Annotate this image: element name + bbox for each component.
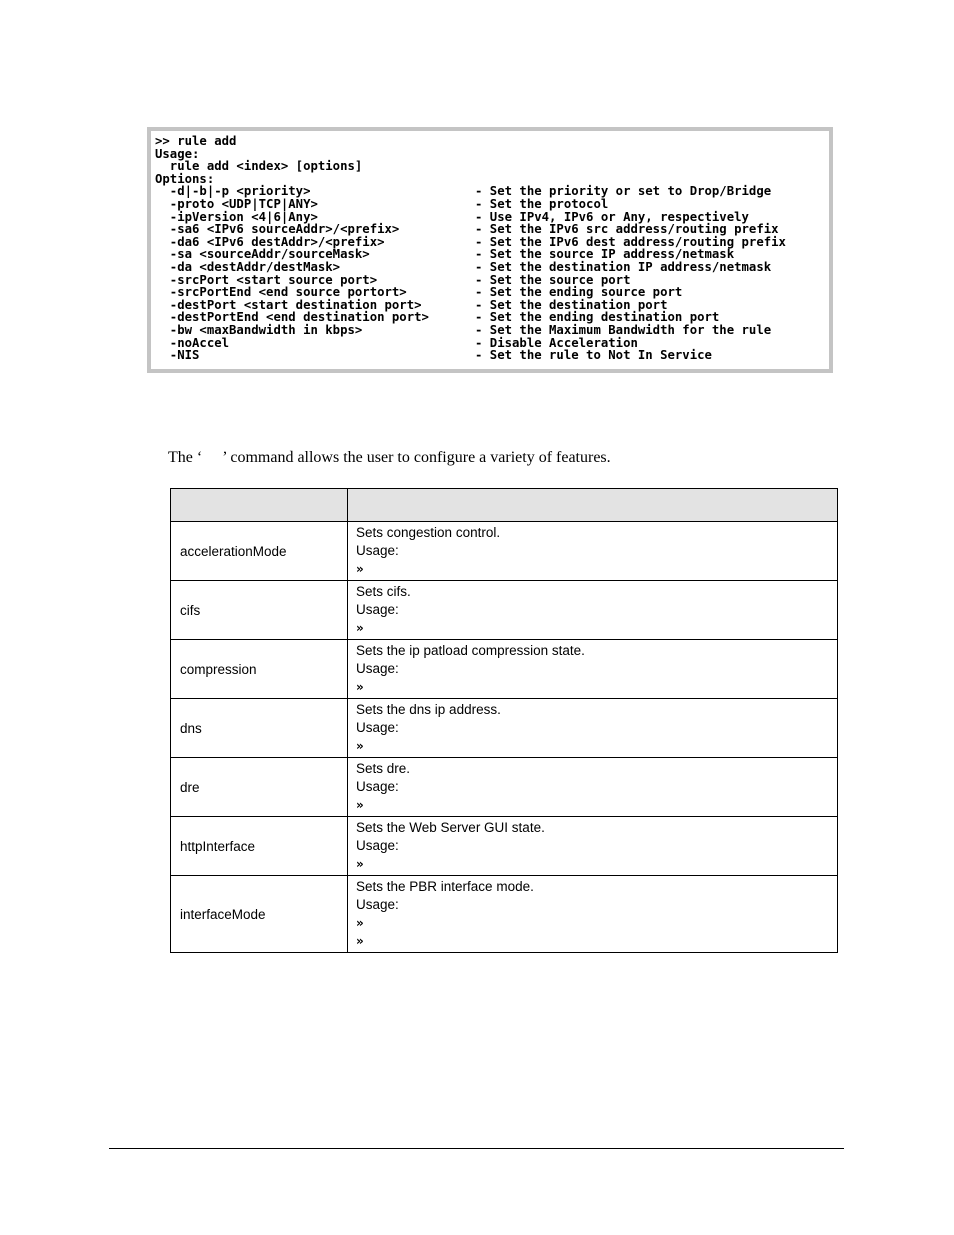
command-description-cell xyxy=(348,522,838,581)
table-row xyxy=(171,699,838,758)
terminal-option: -NIS xyxy=(155,348,200,363)
terminal-option-description: - Set the protocol xyxy=(475,196,609,211)
terminal-option-description: - Set the source port xyxy=(475,272,631,287)
terminal-option-description: - Set the IPv6 src address/routing prefix xyxy=(475,222,779,237)
terminal-option: >> rule add xyxy=(155,134,237,148)
terminal-option: -sa <sourceAddr/sourceMask> xyxy=(155,247,370,262)
terminal-option: -da6 <IPv6 destAddr>/<prefix> xyxy=(155,234,385,249)
terminal-option-description: - Set the priority or set to Drop/Bridge xyxy=(475,184,772,199)
command-description-cell xyxy=(348,758,838,817)
terminal-option-description: - Set the Maximum Bandwidth for the rule xyxy=(475,322,772,337)
terminal-option-description: - Use IPv4, IPv6 or Any, respectively xyxy=(475,209,749,224)
table-header-description xyxy=(348,489,838,522)
terminal-option-description: - Set the destination IP address/netmask xyxy=(475,259,772,274)
table-row xyxy=(171,758,838,817)
table-row xyxy=(171,581,838,640)
prompt-chevron-icon: » xyxy=(356,680,364,694)
usage-label: Usage: xyxy=(356,720,399,735)
terminal-option-description: - Set the rule to Not In Service xyxy=(475,348,712,363)
command-name: dns xyxy=(171,699,348,758)
command-name: cifs xyxy=(171,581,348,640)
terminal-option: rule add <index> [options] xyxy=(155,159,363,174)
terminal-option: -noAccel xyxy=(155,335,230,350)
intro-paragraph: The ‘ ’ command allows the user to configure a variety of features. xyxy=(168,449,611,466)
table-header-command xyxy=(171,489,348,522)
prompt-chevron-icon: » xyxy=(356,934,364,948)
command-description: Sets dre. xyxy=(356,761,411,776)
prompt-chevron-icon: » xyxy=(356,562,364,576)
command-description: Sets cifs. xyxy=(356,584,411,599)
terminal-option-description: - Set the source IP address/netmask xyxy=(475,247,735,262)
table-row xyxy=(171,522,838,581)
terminal-option: -proto <UDP|TCP|ANY> xyxy=(155,196,318,211)
terminal-option: Usage: xyxy=(155,146,200,161)
terminal-option-description: - Set the ending source port xyxy=(475,285,683,300)
command-description: Sets the dns ip address. xyxy=(356,702,501,717)
terminal-option: -destPortEnd <end destination port> xyxy=(155,310,429,325)
terminal-option: -da <destAddr/destMask> xyxy=(155,259,341,274)
terminal-option-description: - Set the ending destination port xyxy=(475,310,720,325)
terminal-option: -d|-b|-p <priority> xyxy=(155,184,311,199)
terminal-screenshot xyxy=(147,127,833,373)
footer-divider xyxy=(109,1148,844,1149)
command-name: accelerationMode xyxy=(171,522,348,581)
command-description: Sets the ip patload compression state. xyxy=(356,643,585,658)
table-header-row xyxy=(171,489,838,522)
prompt-chevron-icon: » xyxy=(356,798,364,812)
command-description-cell xyxy=(348,640,838,699)
table-row xyxy=(171,640,838,699)
terminal-option: -srcPortEnd <end source portort> xyxy=(155,285,407,300)
usage-label: Usage: xyxy=(356,661,399,676)
command-name: compression xyxy=(171,640,348,699)
command-description: Sets congestion control. xyxy=(356,525,501,540)
command-description: Sets the PBR interface mode. xyxy=(356,879,534,894)
prompt-chevron-icon: » xyxy=(356,857,364,871)
terminal-option-description: - Disable Acceleration xyxy=(475,335,638,350)
terminal-option: -sa6 <IPv6 sourceAddr>/<prefix> xyxy=(155,222,400,237)
table-row xyxy=(171,876,838,953)
usage-label: Usage: xyxy=(356,897,399,912)
command-description-cell xyxy=(348,699,838,758)
usage-label: Usage: xyxy=(356,543,399,558)
command-name: dre xyxy=(171,758,348,817)
usage-label: Usage: xyxy=(356,838,399,853)
prompt-chevron-icon: » xyxy=(356,916,364,930)
prompt-chevron-icon: » xyxy=(356,739,364,753)
command-table xyxy=(170,488,838,953)
terminal-option-description: - Set the IPv6 dest address/routing prefix xyxy=(475,234,786,249)
command-description-cell xyxy=(348,876,838,953)
terminal-option-description: - Set the destination port xyxy=(475,297,668,312)
terminal-option: -bw <maxBandwidth in kbps> xyxy=(155,322,363,337)
terminal-option: -destPort <start destination port> xyxy=(155,297,422,312)
command-name: httpInterface xyxy=(171,817,348,876)
command-name: interfaceMode xyxy=(171,876,348,953)
usage-label: Usage: xyxy=(356,602,399,617)
table-row xyxy=(171,817,838,876)
prompt-chevron-icon: » xyxy=(356,621,364,635)
usage-label: Usage: xyxy=(356,779,399,794)
command-description-cell xyxy=(348,581,838,640)
terminal-option: Options: xyxy=(155,171,215,186)
terminal-option: -ipVersion <4|6|Any> xyxy=(155,209,318,224)
command-description: Sets the Web Server GUI state. xyxy=(356,820,545,835)
terminal-option: -srcPort <start source port> xyxy=(155,272,378,287)
command-description-cell xyxy=(348,817,838,876)
